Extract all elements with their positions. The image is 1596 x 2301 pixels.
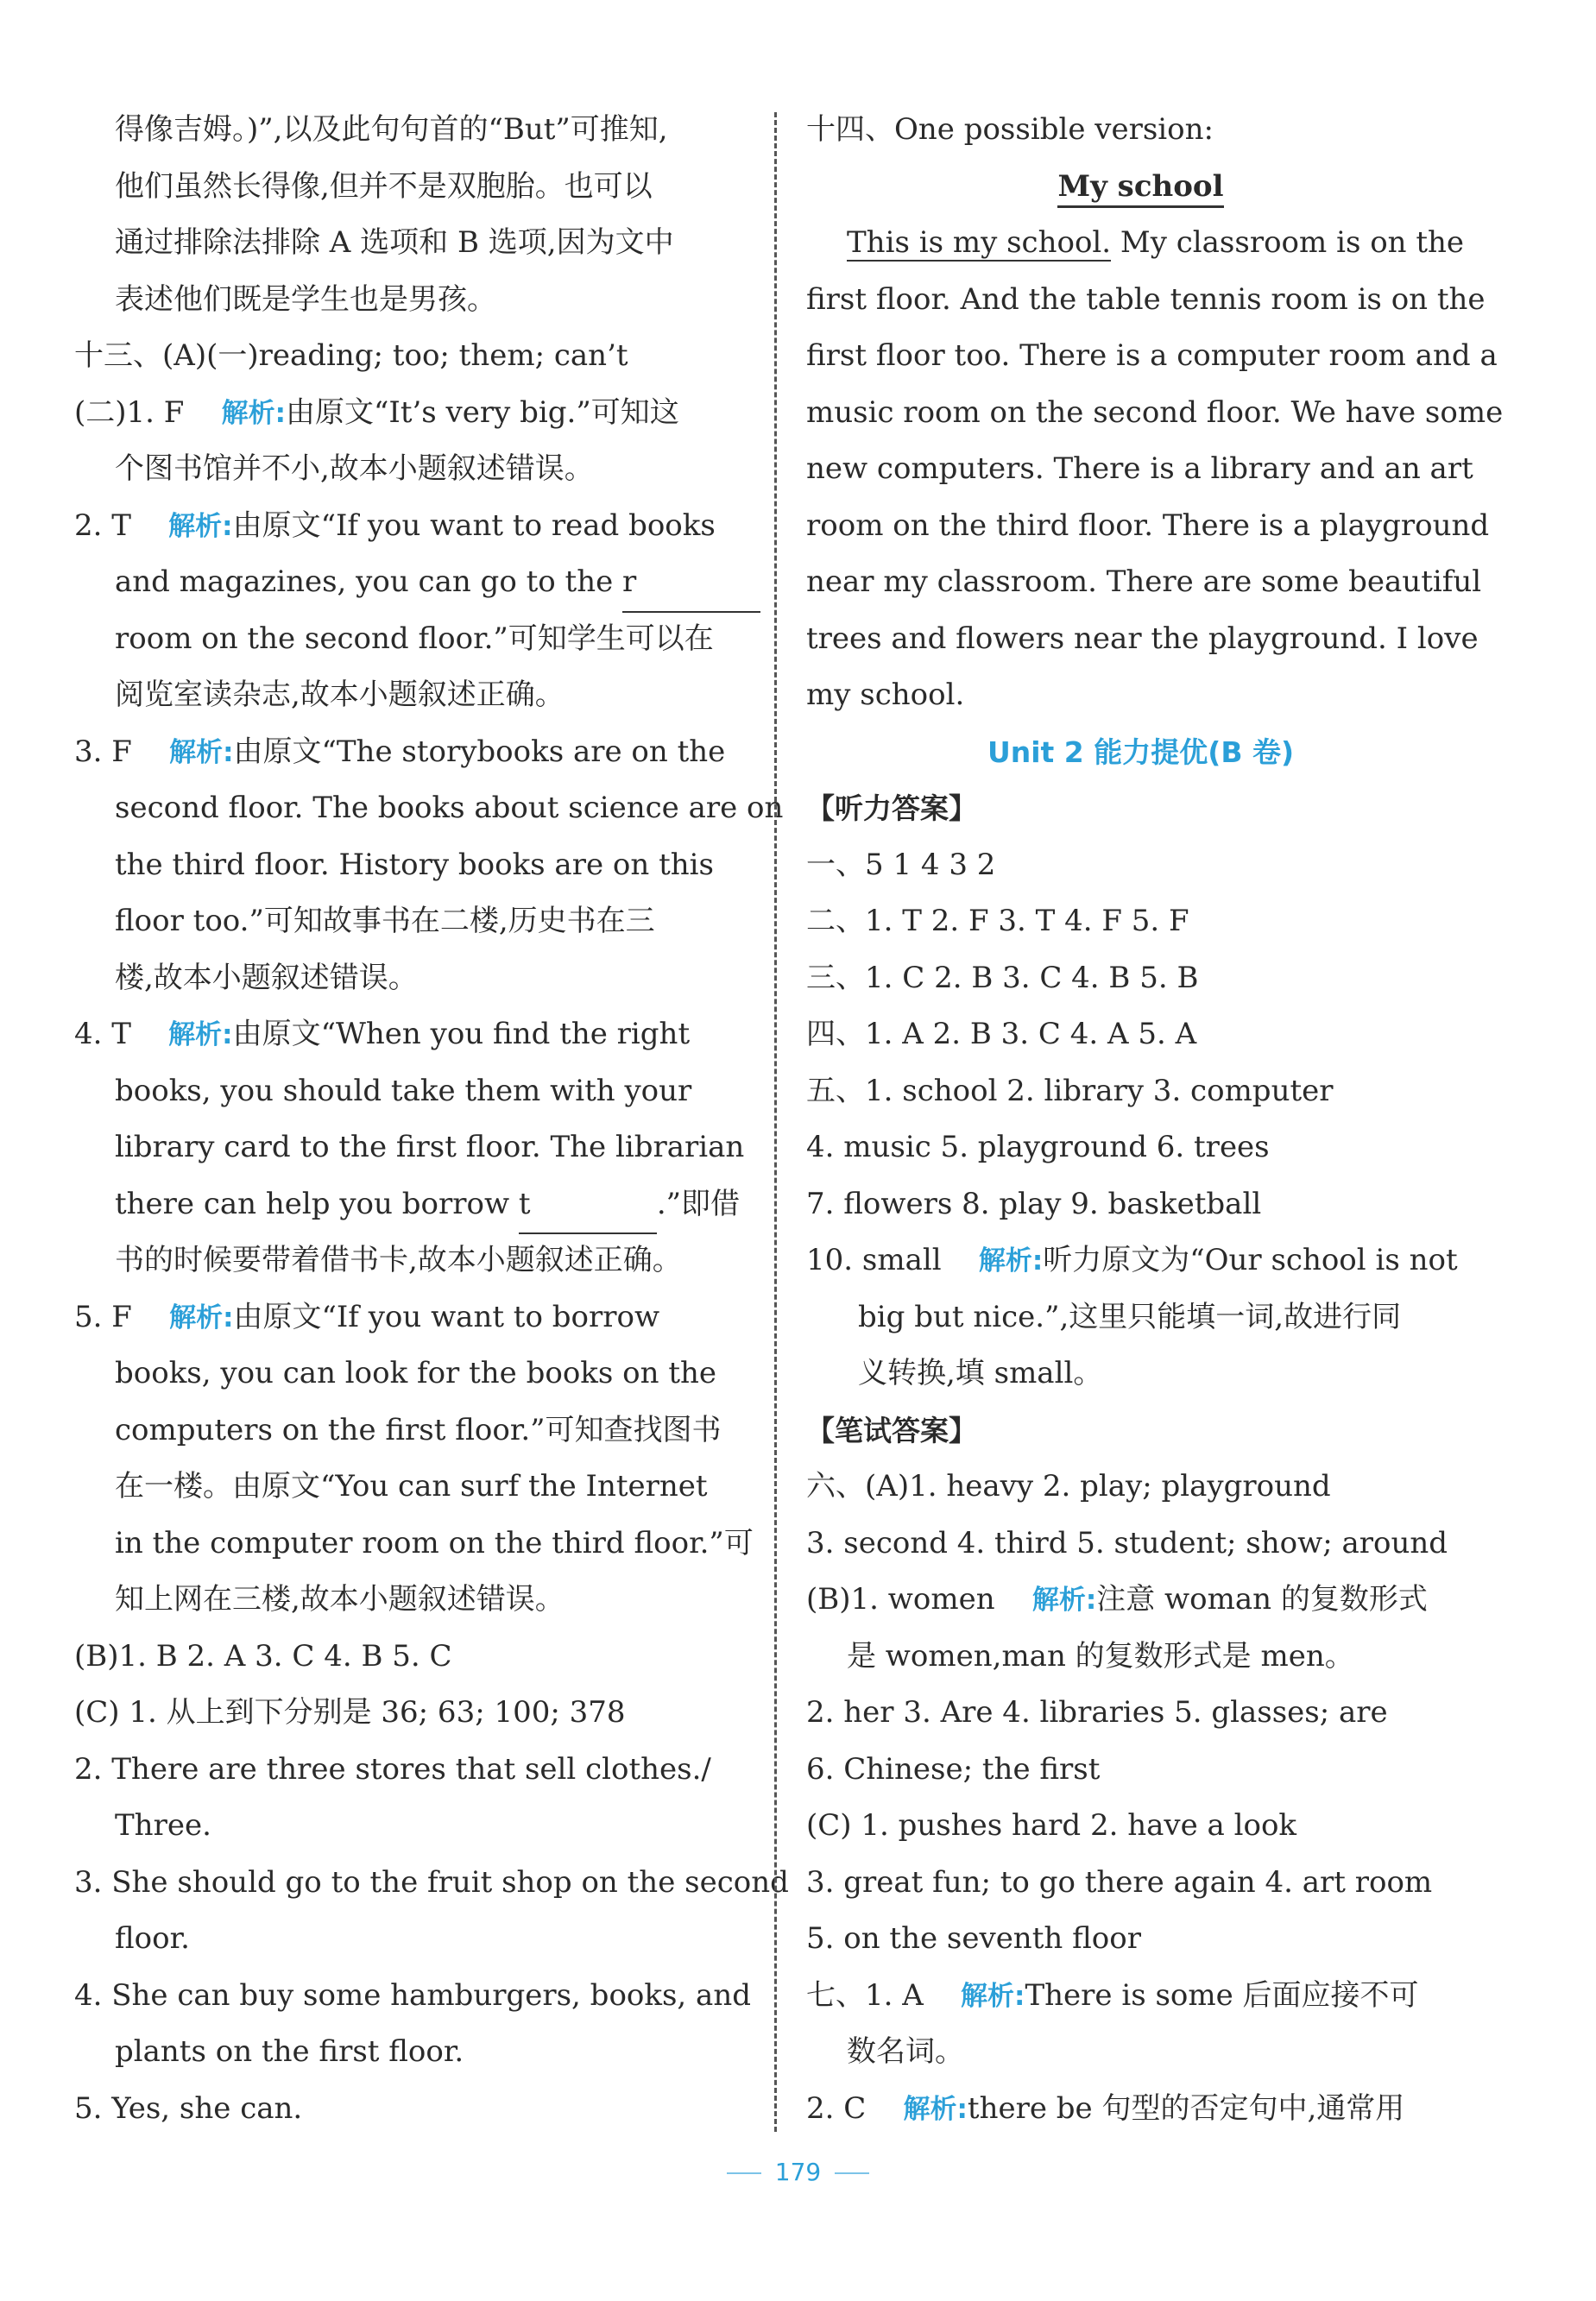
answer-line: 七、1. A 解析:There is some 后面应接不可 [806,1977,1419,2013]
text-line: trees and flowers near the playground. I love [806,621,1479,656]
text-line: floor too.”可知故事书在二楼,历史书在三 [115,904,655,938]
text-line: Three. [115,1808,211,1843]
text-line: plants on the first floor. [115,2034,464,2069]
unit-heading: Unit 2 能力提优(B 卷) [987,734,1295,769]
answer-line: 五、1. school 2. library 3. computer [806,1073,1334,1108]
text-line: first floor too. There is a computer room and a [806,338,1498,373]
analysis-label: 解析: [221,397,287,429]
answer-line: 2. There are three stores that sell clothes./ [74,1751,711,1787]
answer-line: 10. small 解析:听力原文为“Our school is not [806,1243,1458,1277]
text-line: This is my school. My classroom is on the [847,225,1465,260]
text-line: 得像吉姆。)”,以及此句句首的“But”可推知, [115,112,668,147]
answer-line: 六、(A)1. heavy 2. play; playground [806,1469,1331,1504]
answer-line: 3. F 解析:由原文“The storybooks are on the [74,734,726,769]
text-line: books, you can look for the books on the [115,1356,717,1390]
right-column [806,102,1504,2137]
text-line: first floor. And the table tennis room is on the [806,281,1486,317]
text-line: 通过排除法排除 A 选项和 B 选项,因为文中 [115,225,674,260]
text-line: 表述他们既是学生也是男孩。 [115,281,496,317]
analysis-label: 解析: [168,1019,233,1050]
text-line: floor. [115,1921,190,1956]
text-line: new computers. There is a library and an art [806,451,1473,486]
essay-title: My school [806,159,1475,216]
text-line: 书的时候要带着借书卡,故本小题叙述正确。 [115,1243,682,1277]
text-line: 义转换,填 small。 [858,1356,1103,1390]
text-line: in the computer room on the third floor.”可 [115,1525,754,1560]
text-line: 在一楼。由原文“You can surf the Internet [115,1469,708,1504]
text-line: books, you should take them with your [115,1073,692,1108]
answer-line: 6. Chinese; the first [806,1751,1101,1787]
text-line: library card to the first floor. The librarian [115,1130,745,1164]
answer-line: 2. T 解析:由原文“If you want to read books [74,507,716,543]
text-line: big but nice.”,这里只能填一词,故进行同 [858,1299,1402,1334]
answer-line: (B)1. B 2. A 3. C 4. B 5. C [74,1638,452,1674]
blank-line: t [519,1176,657,1235]
text-line: the third floor. History books are on this [115,847,714,882]
analysis-label: 解析: [978,1245,1044,1277]
answer-line: 一、5 1 4 3 2 [806,847,996,882]
section-14-heading: 十四、One possible version: [806,112,1214,147]
left-column [74,102,789,2137]
text-line: 阅览室读杂志,故本小题叙述正确。 [115,678,565,712]
text-line: 他们虽然长得像,但并不是双胞胎。也可以 [115,168,653,204]
answer-line: 7. flowers 8. play 9. basketball [806,1186,1262,1221]
answer-line: 4. T 解析:由原文“When you find the right [74,1017,691,1051]
listening-answers-heading: 【听力答案】 [806,791,977,825]
answer-line: 三、1. C 2. B 3. C 4. B 5. B [806,960,1199,995]
analysis-label: 解析: [903,2093,968,2125]
text-line: near my classroom. There are some beautiful [806,564,1482,599]
text-line: second floor. The books about science are on [115,791,784,825]
text-line: 个图书馆并不小,故本小题叙述错误。 [115,451,594,486]
text-line: there can help you borrow t .”即借 [74,1176,744,1233]
page-number-dash [835,2172,869,2174]
text-line: 数名词。 [847,2034,964,2069]
text-line: and magazines, you can go to the r [74,554,744,611]
answer-line: (B)1. women 解析:注意 woman 的复数形式 [806,1582,1428,1617]
answer-line: 四、1. A 2. B 3. C 4. A 5. A [806,1017,1197,1051]
text-line: room on the third floor. There is a playground [806,507,1490,543]
analysis-label: 解析: [169,1302,234,1333]
text-line: room on the second floor.”可知学生可以在 [115,621,714,656]
page-number: 179 [0,2158,1596,2186]
answer-line: 2. C 解析:there be 句型的否定句中,通常用 [806,2090,1405,2126]
answer-line: 2. her 3. Are 4. libraries 5. glasses; are [806,1695,1388,1730]
answer-line: 5. Yes, she can. [74,2090,303,2126]
section-13-a: 十三、(A)(一)reading; too; them; can’t [74,338,628,373]
blank-line: r [622,554,760,613]
column-divider [774,112,777,2132]
text-line: music room on the second floor. We have some [806,394,1504,430]
answer-line: 3. She should go to the fruit shop on the second [74,1864,789,1900]
answer-line: 5. F 解析:由原文“If you want to borrow [74,1299,660,1334]
text-line: 楼,故本小题叙述错误。 [115,960,418,995]
answer-line: 4. She can buy some hamburgers, books, and [74,1977,751,2013]
analysis-label: 解析: [168,510,233,542]
analysis-label: 解析: [1031,1585,1097,1616]
answer-line: (C) 1. 从上到下分别是 36; 63; 100; 378 [74,1695,626,1730]
answer-line: 二、1. T 2. F 3. T 4. F 5. F [806,904,1189,938]
answer-line: 3. great fun; to go there again 4. art room [806,1864,1433,1900]
answer-line: 3. second 4. third 5. student; show; around [806,1525,1448,1560]
answer-line: 4. music 5. playground 6. trees [806,1130,1270,1164]
analysis-label: 解析: [169,736,234,768]
answer-line: (二)1. F 解析:由原文“It’s very big.”可知这 [74,394,679,430]
text-line: my school. [806,678,965,712]
written-answers-heading: 【笔试答案】 [806,1413,977,1447]
text-line: computers on the first floor.”可知查找图书 [115,1412,722,1447]
answer-line: 5. on the seventh floor [806,1921,1141,1956]
analysis-label: 解析: [961,1980,1025,2012]
page-number-dash [727,2172,761,2174]
text-line: 知上网在三楼,故本小题叙述错误。 [115,1582,565,1617]
text-line: 是 women,man 的复数形式是 men。 [847,1638,1354,1674]
answer-line: (C) 1. pushes hard 2. have a look [806,1808,1297,1843]
